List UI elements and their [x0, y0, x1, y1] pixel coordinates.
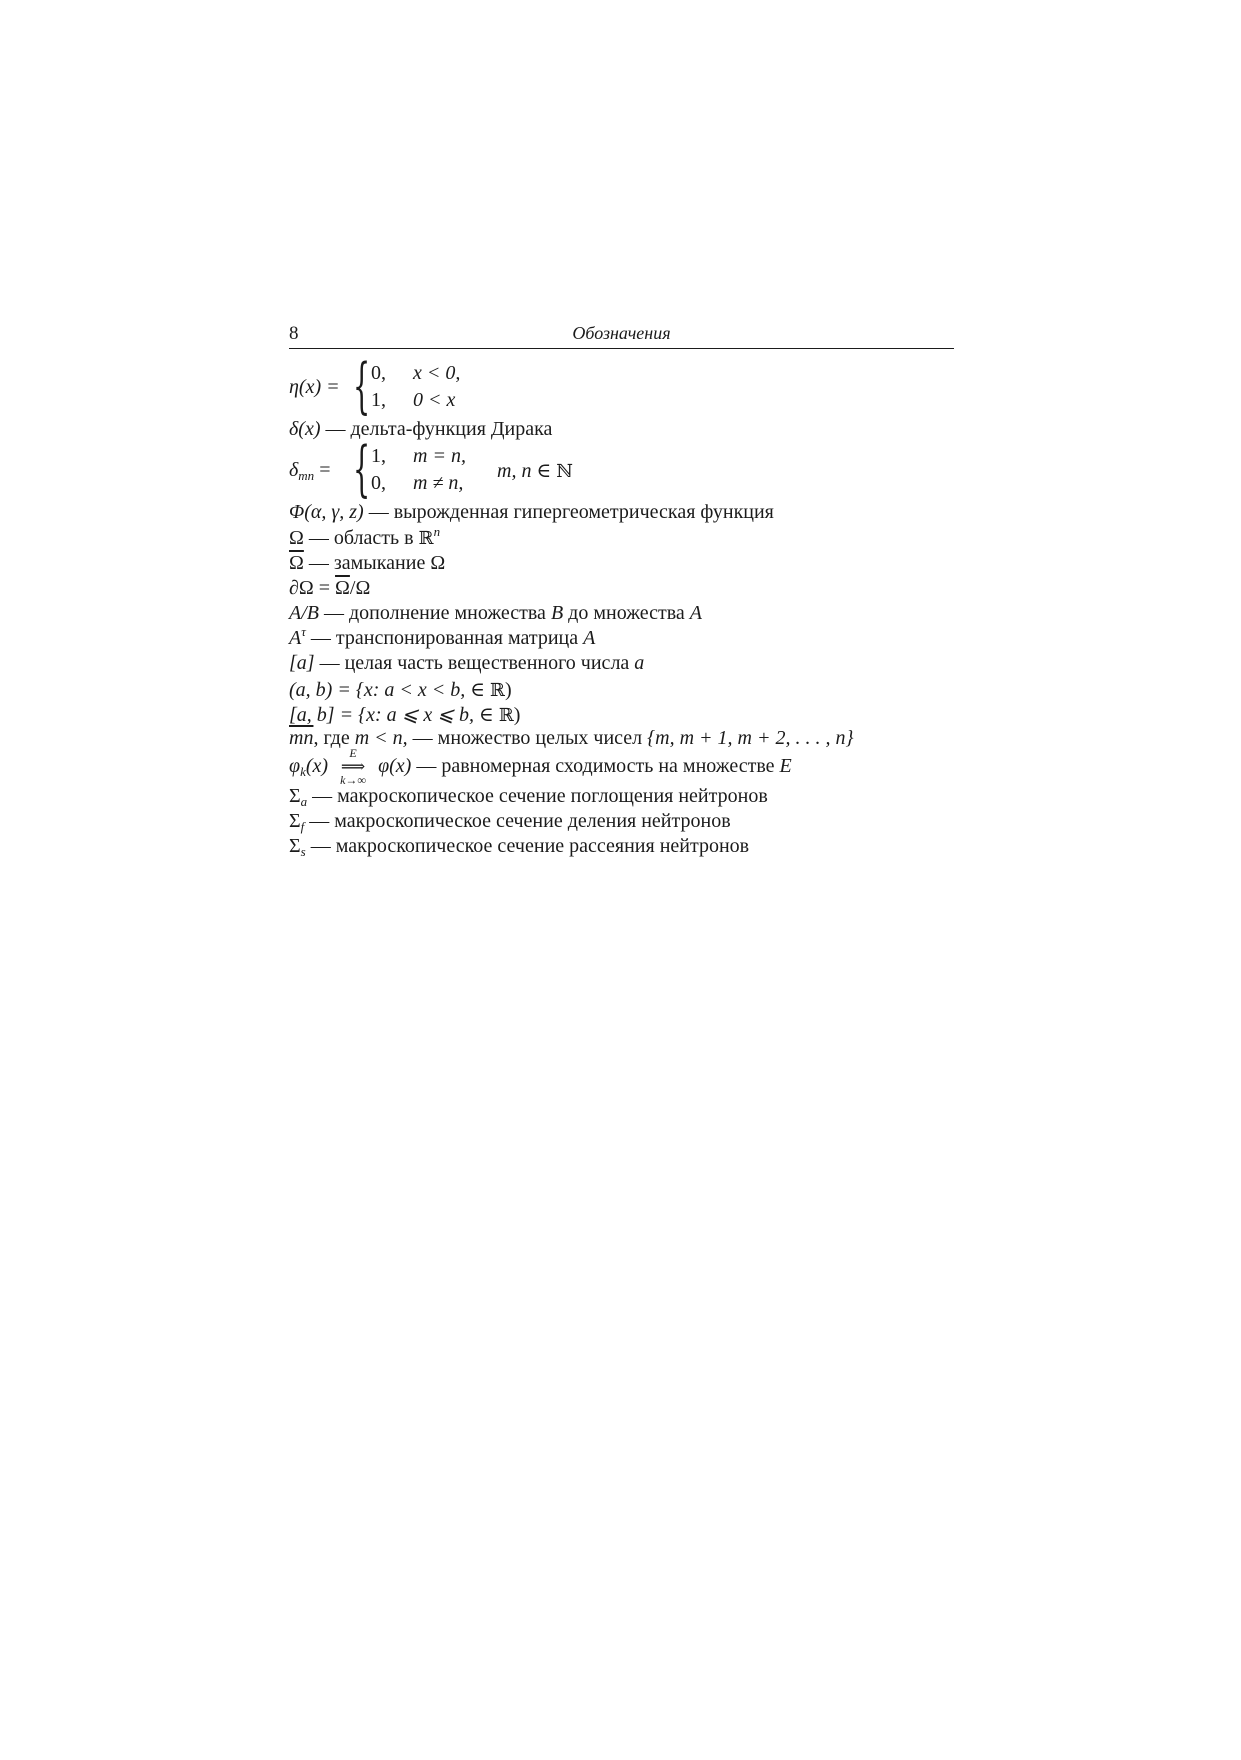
region-description: — область в: [303, 527, 419, 549]
dirac-symbol: δ(x): [289, 418, 321, 440]
heaviside-case-2: 1, 0 < x: [371, 389, 456, 411]
hypergeometric-symbol: Φ(α, γ, z): [289, 501, 364, 523]
kronecker-domain: m, n ∈ ℕ: [497, 460, 573, 482]
entry-dirac: [289, 416, 969, 441]
entry-kronecker: [289, 434, 969, 504]
kronecker-case-2: 0, m ≠ n,: [371, 472, 464, 494]
entry-transpose: $A^\tau$ — транспонированная матрица A: [289, 624, 596, 649]
entry-open-interval: (a, b) = {x: a < x < b, ∈ ℝ): [289, 679, 512, 701]
entry-sigma-f: $\Sigma_f$ — макроскопическое сечение деления нейтронов: [289, 810, 731, 834]
entry-sigma-s: $\Sigma_s$ — макроскопическое сечение рассеяния нейтронов: [289, 835, 750, 859]
closure-description: — замыкание Ω: [303, 552, 446, 574]
entry-closed-interval: [a, b] = {x: a ⩽ x ⩽ b, ∈ ℝ): [289, 704, 521, 726]
entry-sigma-a: $\Sigma_a$ — макроскопическое сечение поглощения нейтронов: [289, 785, 768, 809]
page-header: [289, 320, 954, 349]
left-brace-icon: {: [353, 434, 371, 504]
region-symbol: Ω: [289, 527, 304, 549]
entry-heaviside: [289, 351, 969, 421]
entry-integer-range: $\overline{mn}$, где m < n, — множество целых чисел {m, m + 1, m + 2, . . . , n}: [289, 727, 854, 749]
hypergeometric-description: — вырожденная гипергеометрическая функция: [363, 501, 774, 523]
running-title: Обозначения: [572, 323, 671, 343]
entry-region: Ω — область в ℝ$^n$: [289, 524, 441, 549]
kronecker-lhs: $\delta_{mn}$ =: [289, 459, 331, 483]
double-arrow-icon: ⟹: [340, 757, 366, 776]
left-brace-icon: {: [353, 351, 371, 421]
page-number: 8: [289, 323, 299, 344]
entry-hypergeometric: [289, 499, 969, 525]
closure-symbol: $\overline{\Omega}$: [289, 552, 304, 574]
heaviside-case-1: 0, x < 0,: [371, 362, 461, 384]
uniform-convergence-arrow: E ⟹ k→∞: [333, 756, 373, 776]
notation-list: [289, 351, 969, 859]
dirac-description: — дельта-функция Дирака: [320, 418, 553, 440]
entry-uniform-convergence: $\varphi_k(x)$ E ⟹ k→∞ φ(x) — равномерная сходимость на множестве E: [289, 746, 792, 787]
heaviside-lhs: η(x) =: [289, 376, 340, 398]
entry-boundary: $\partial\Omega = \overline{\Omega}/\Omega$: [289, 577, 371, 599]
entry-set-complement: A/B — дополнение множества B до множества A: [289, 602, 703, 624]
entry-integer-part: [a] — целая часть вещественного числа a: [289, 652, 645, 674]
kronecker-case-1: 1, m = n,: [371, 445, 466, 467]
entry-closure: [289, 550, 969, 575]
